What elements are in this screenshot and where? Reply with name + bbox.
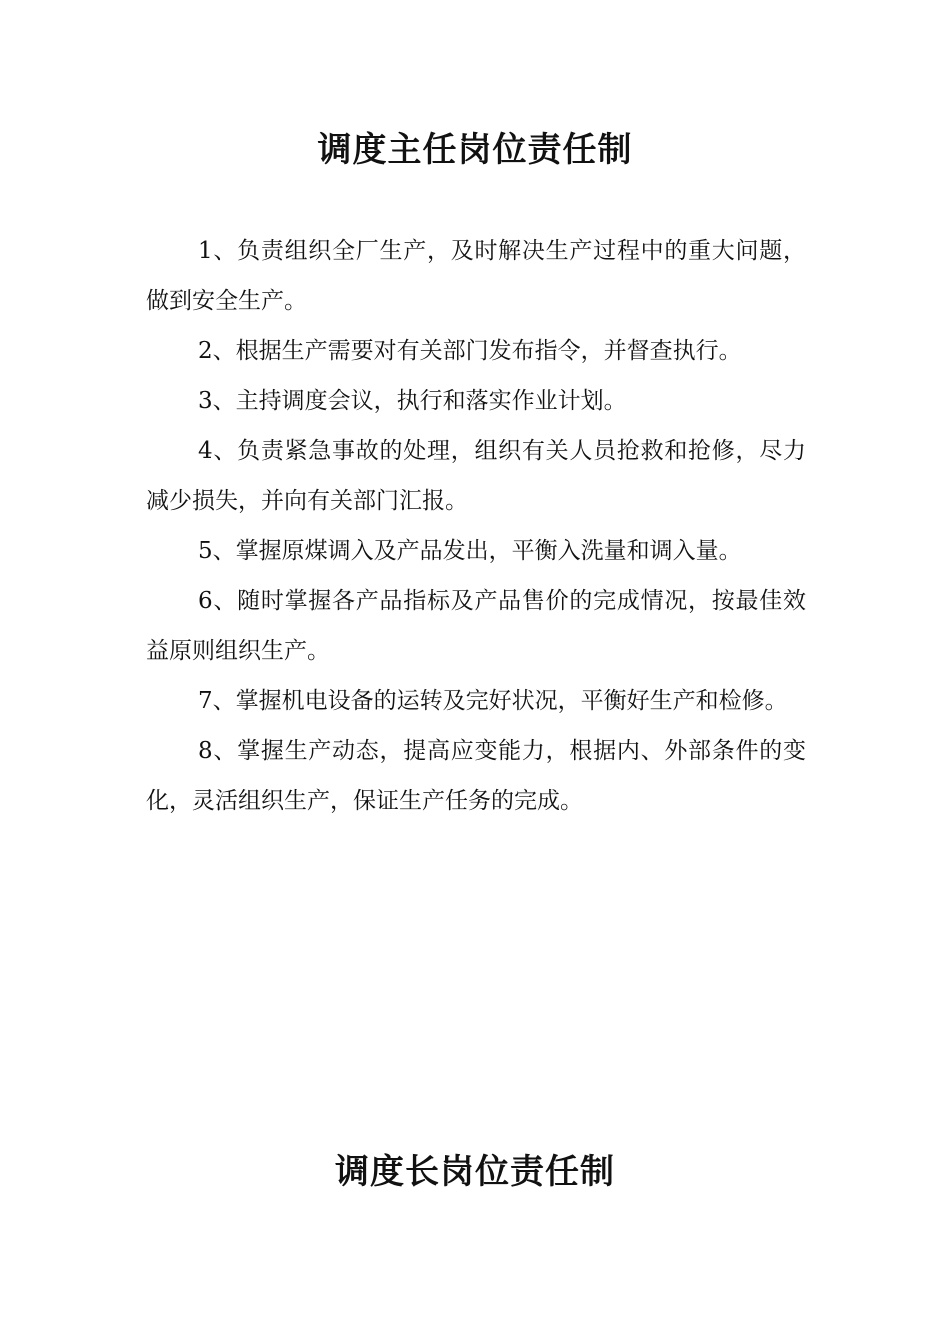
duty-item-7: 7、掌握机电设备的运转及完好状况，平衡好生产和检修。 <box>198 688 788 714</box>
duty-item-5: 5、掌握原煤调入及产品发出，平衡入洗量和调入量。 <box>198 538 742 564</box>
duty-item-3: 3、主持调度会议，执行和落实作业计划。 <box>198 388 627 414</box>
duty-item-6: 6、随时掌握各产品指标及产品售价的完成情况，按最佳效益原则组织生产。 <box>146 588 806 664</box>
duty-item-1: 1、负责组织全厂生产，及时解决生产过程中的重大问题，做到安全生产。 <box>146 238 806 314</box>
duty-item-2: 2、根据生产需要对有关部门发布指令，并督查执行。 <box>198 338 742 364</box>
duty-list <box>146 226 806 826</box>
duty-item-4: 4、负责紧急事故的处理，组织有关人员抢救和抢修，尽力减少损失，并向有关部门汇报。 <box>146 438 806 514</box>
section-title: 调度长岗位责任制 <box>335 1152 615 1192</box>
duty-item-8: 8、掌握生产动态，提高应变能力，根据内、外部条件的变化，灵活组织生产，保证生产任务的完成。 <box>146 738 806 814</box>
page-title: 调度主任岗位责任制 <box>317 130 633 170</box>
